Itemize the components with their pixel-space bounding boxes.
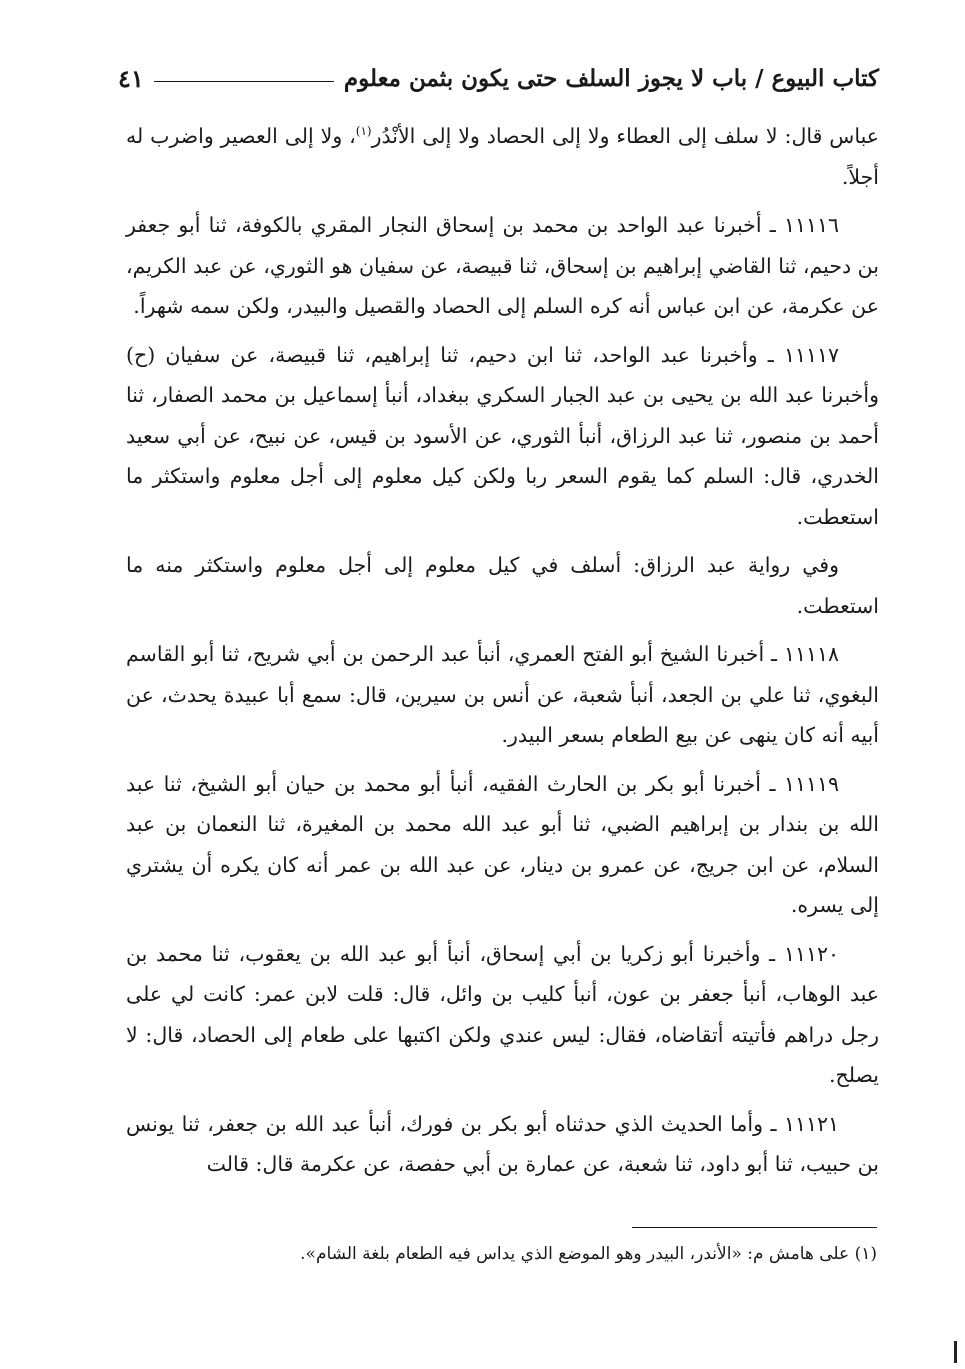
hadith-11116: ١١١١٦ ـ أخبرنا عبد الواحد بن محمد بن إسحاق النجار المقري بالكوفة، ثنا أبو جعفر بن دحيم، ثنا القاضي إبراهيم بن إسحاق، ثنا قبيصة، عن سفيان هو الثوري، عن عبد الكريم، عن عكرمة، عن ابن عباس أنه كره السلم إلى الحصاد والقصيل والبيدر، ولكن سمه شهراً. — [126, 213, 879, 318]
hadith-11117: ١١١١٧ ـ وأخبرنا عبد الواحد، ثنا ابن دحيم، ثنا إبراهيم، ثنا قبيصة، عن سفيان (ح) وأخبرنا عبد الله بن يحيى بن عبد الجبار السكري ببغداد، أنبأ إسماعيل بن محمد الصفار، ثنا أحمد بن منصور، ثنا عبد الرزاق، أنبأ الثوري، عن الأسود بن قيس، عن نبيح، عن أبي سعيد الخدري، قال: السلم كما يقوم السعر ربا ولكن كيل معلوم إلى أجل معلوم واستكثر ما استعطت. — [126, 342, 879, 529]
paragraph-text: عباس قال: لا سلف إلى العطاء ولا إلى الحصاد ولا إلى الأنْدُر — [371, 124, 879, 148]
footnote-separator — [632, 1227, 877, 1228]
page-number: ٤١ — [118, 63, 144, 93]
footnote: (١) على هامش م: «الأندر، البيدر وهو الموضع الذي يداس فيه الطعام بلغة الشام». — [300, 1244, 877, 1264]
hadith-11119: ١١١١٩ ـ أخبرنا أبو بكر بن الحارث الفقيه، أنبأ أبو محمد بن حيان أبو الشيخ، ثنا عبد الله بن بندار بن إبراهيم الضبي، ثنا أبو عبد الله محمد بن المغيرة، ثنا النعمان بن عبد السلام، عن ابن جريج، عن عمرو بن دينار، عن عبد الله بن عمر أنه كان يكره أن يشتري إلى يسره. — [126, 771, 879, 917]
paragraph-text: ، ولا إلى العصير واضرب له أجلاً. — [126, 124, 879, 189]
header-title: كتاب البيوع / باب لا يجوز السلف حتى يكون بثمن معلوم — [343, 64, 879, 92]
running-header — [118, 58, 879, 98]
header-rule — [154, 81, 334, 82]
hadith-11118: ١١١١٨ ـ أخبرنا الشيخ أبو الفتح العمري، أنبأ عبد الرحمن بن أبي شريح، ثنا أبو القاسم البغوي، ثنا علي بن الجعد، أنبأ شعبة، عن أنس بن سيرين، قال: سمع أبا عبيدة يحدث، عن أبيه أنه كان ينهى عن بيع الطعام بسعر البيدر. — [126, 642, 879, 747]
hadith-11120: ١١١٢٠ ـ وأخبرنا أبو زكريا بن أبي إسحاق، أنبأ أبو عبد الله بن يعقوب، ثنا محمد بن عبد الوهاب، أنبأ جعفر بن عون، أنبأ كليب بن وائل، قال: قلت لابن عمر: كانت لي على رجل دراهم فأتيته أتقاضاه، فقال: ليس عندي ولكن اكتبها على طعام إلى الحصاد، قال: لا يصلح. — [126, 941, 879, 1087]
scan-edge-mark — [954, 1341, 957, 1363]
riwaya-abd-al-razzaq: وفي رواية عبد الرزاق: أسلف في كيل معلوم إلى أجل معلوم واستكثر منه ما استعطت. — [126, 553, 879, 618]
footnote-reference: (١) — [355, 124, 372, 139]
paragraph-continuation — [126, 116, 879, 197]
main-text — [126, 116, 879, 1193]
hadith-11121: ١١١٢١ ـ وأما الحديث الذي حدثناه أبو بكر بن فورك، أنبأ عبد الله بن جعفر، ثنا يونس بن حبيب، ثنا أبو داود، ثنا شعبة، عن عمارة بن أبي حفصة، عن عكرمة قال: قالت — [126, 1111, 879, 1176]
